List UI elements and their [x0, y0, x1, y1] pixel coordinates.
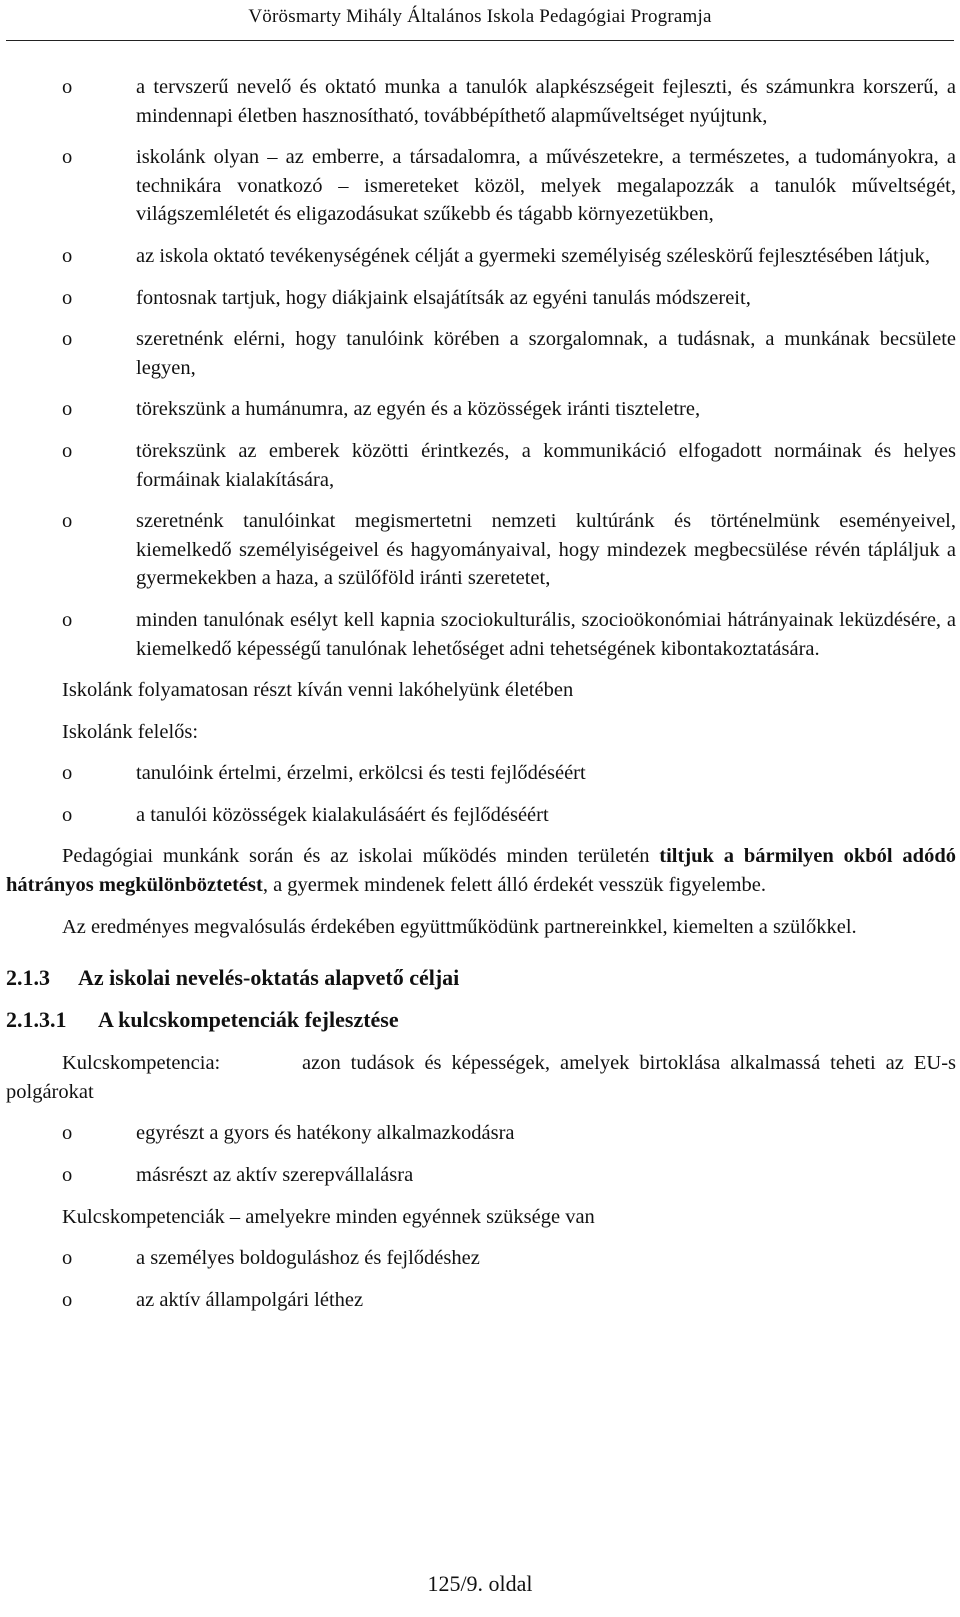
list-item [6, 801, 956, 830]
bullet-icon: o [62, 762, 73, 785]
discrimination-text-end: , a gyermek mindenek felett álló érdekét vesszük figyelembe. [262, 874, 767, 897]
community-paragraph: Iskolánk folyamatosan részt kíván venni lakóhelyünk életében [62, 679, 574, 702]
bullet-icon: o [62, 1164, 73, 1187]
list-item-text: az iskola oktató tevékenységének célját a gyermeki személyiség széleskörű fejlesztésében látjuk, [136, 244, 931, 267]
list-item [6, 1161, 956, 1190]
section-title: A kulcskompetenciák fejlesztése [98, 1007, 399, 1033]
section-number: 2.1.3.1 [6, 1007, 67, 1033]
list-item [6, 143, 956, 229]
key-competence-need-paragraph: Kulcskompetenciák – amelyekre minden egyénnek szüksége van [62, 1205, 595, 1228]
list-item [6, 437, 956, 494]
list-item [6, 325, 956, 382]
bullet-icon: o [62, 1247, 73, 1270]
list-item [6, 606, 956, 663]
bullet-icon: o [62, 1288, 73, 1311]
personal-growth-list [6, 1244, 956, 1314]
definition-text: azon tudások és képességek, amelyek birtoklása alkalmassá teheti az EU-s polgárokat [6, 1052, 957, 1103]
list-item-text: szeretnénk elérni, hogy tanulóink körében a szorgalomnak, a tudásnak, a munkának becsülete legyen, [136, 328, 956, 379]
list-item-text: az aktív állampolgári léthez [136, 1288, 364, 1311]
bullet-icon: o [62, 286, 73, 309]
list-item-text: tanulóink értelmi, érzelmi, erkölcsi és testi fejlődéséért [136, 762, 586, 785]
list-item-text: törekszünk az emberek közötti érintkezés, a kommunikáció elfogadott normáinak és helyes formáinak kialakítására, [136, 439, 956, 491]
discrimination-text-start: Pedagógiai munkánk során és az iskolai működés minden területén [62, 845, 660, 868]
discrimination-paragraph [6, 842, 956, 899]
list-item [6, 73, 956, 130]
adaptation-list [6, 1119, 956, 1189]
list-item [6, 507, 956, 593]
list-item-text: a tanulói közösségek kialakulásáért és fejlődéséért [136, 803, 549, 826]
bullet-icon: o [62, 608, 73, 631]
list-item [6, 395, 956, 424]
bullet-icon: o [62, 244, 73, 267]
section-heading-2-1-3 [6, 963, 956, 993]
list-item-text: egyrészt a gyors és hatékony alkalmazkodásra [136, 1122, 515, 1145]
list-item [6, 242, 956, 271]
list-item-text: szeretnénk tanulóinkat megismertetni nemzeti kultúránk és történelmünk eseményeivel, kiemelkedő személyiségeivel és hagyományaival, hogy mindezek megbecsülése révén tápláljuk a gyermekekben a haza, a szülőföld iránti szeretetet, [136, 510, 956, 590]
section-heading-2-1-3-1 [6, 1005, 956, 1035]
page-number: 125/9. oldal [427, 1571, 533, 1596]
list-item [6, 1286, 956, 1315]
list-item [6, 1119, 956, 1148]
section-number: 2.1.3 [6, 965, 50, 991]
bullet-icon: o [62, 439, 73, 462]
section-title: Az iskolai nevelés-oktatás alapvető céljai [78, 965, 460, 991]
list-item-text: minden tanulónak esélyt kell kapnia szociokulturális, szocioökonómiai hátrányainak leküzdésére, a kiemelkedő képességű tanulónak lehetőséget adni tehetségének kibontakoztatására. [136, 608, 956, 660]
list-item-text: iskolánk olyan – az emberre, a társadalomra, a művészetekre, a természetes, a tudományokra, a technikára vonatkozó – ismereteket közöl, melyek megalapozzák a tanulók műveltségét, világszemléletét és eligazodásukat szűkebb és tágabb környezetükben, [136, 146, 956, 226]
list-item [6, 284, 956, 313]
bullet-icon: o [62, 146, 73, 169]
bullet-icon: o [62, 328, 73, 351]
page-header: Vörösmarty Mihály Általános Iskola Pedagógiai Programja [248, 6, 712, 27]
key-competence-definition [6, 1049, 956, 1106]
bullet-icon: o [62, 510, 73, 533]
page-content [6, 73, 956, 1327]
list-item-text: másrészt az aktív szerepvállalásra [136, 1164, 414, 1187]
list-item-text: a tervszerű nevelő és oktató munka a tanulók alapkészségeit fejleszti, és számunkra korszerű, a mindennapi életben hasznosítható, továbbépíthető alapműveltséget nyújtunk, [136, 76, 956, 127]
bullet-icon: o [62, 398, 73, 421]
bullet-icon: o [62, 803, 73, 826]
list-item [6, 1244, 956, 1273]
list-item-text: törekszünk a humánumra, az egyén és a közösségek iránti tiszteletre, [136, 398, 701, 421]
list-item-text: a személyes boldoguláshoz és fejlődéshez [136, 1247, 480, 1270]
discrimination-text-bold: tiltjuk a bármilyen okból adódó hátrányos megkülönböztetést [6, 845, 956, 897]
definition-term: Kulcskompetencia: [62, 1052, 221, 1075]
header-divider [6, 40, 954, 41]
goals-list [6, 73, 956, 663]
bullet-icon: o [62, 1122, 73, 1145]
list-item [6, 759, 956, 788]
responsible-paragraph: Iskolánk felelős: [62, 720, 199, 743]
bullet-icon: o [62, 76, 73, 98]
responsibility-list [6, 759, 956, 829]
partners-paragraph: Az eredményes megvalósulás érdekében együttműködünk partnereinkkel, kiemelten a szülőkkel. [62, 915, 857, 938]
list-item-text: fontosnak tartjuk, hogy diákjaink elsajátítsák az egyéni tanulás módszereit, [136, 286, 751, 309]
